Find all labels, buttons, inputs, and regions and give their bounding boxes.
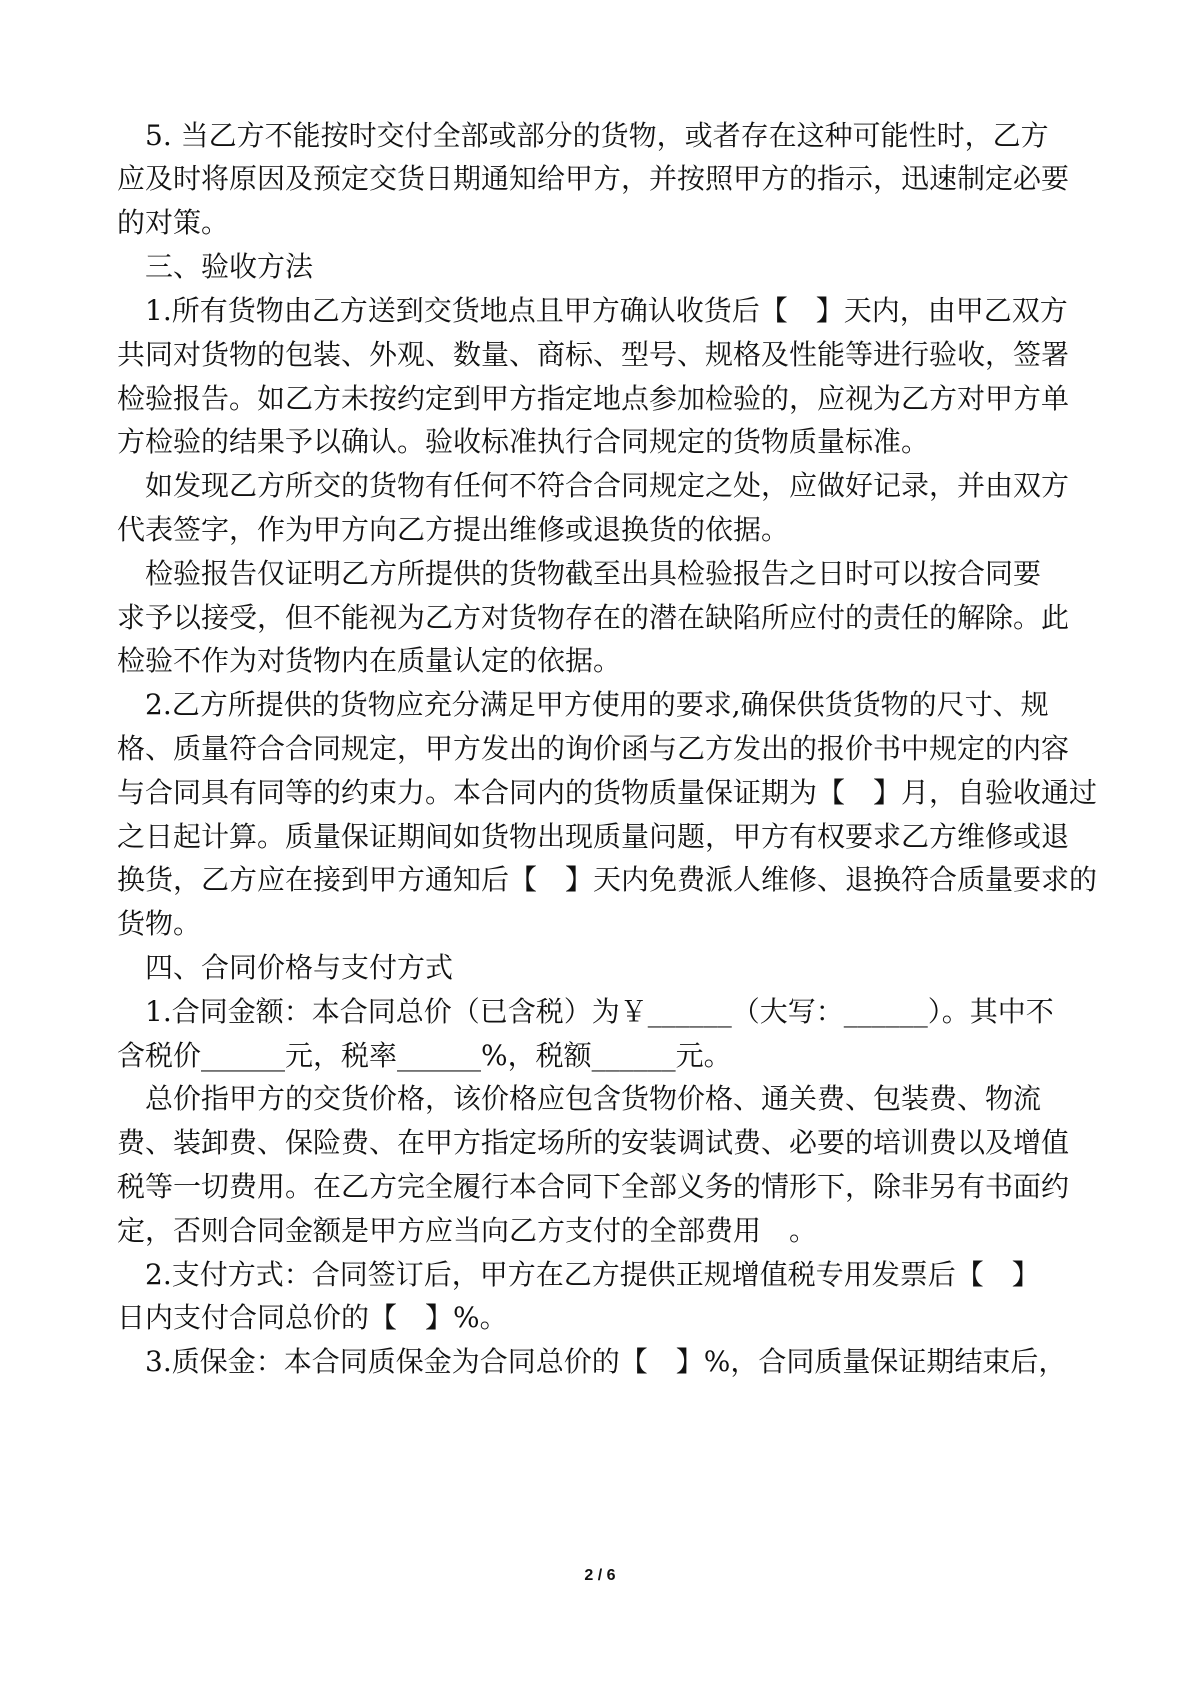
text-line: 检验不作为对货物内在质量认定的依据。 <box>117 644 622 677</box>
text-line: 检验报告。如乙方未按约定到甲方指定地点参加检验的，应视为乙方对甲方单 <box>117 382 1070 415</box>
text-line: 如发现乙方所交的货物有任何不符合合同规定之处，应做好记录，并由双方 <box>117 469 1070 502</box>
text-line: 与合同具有同等的约束力。本合同内的货物质量保证期为【 】月，自验收通过 <box>117 776 1098 809</box>
text-line: 日内支付合同总价的【 】%。 <box>117 1301 508 1334</box>
text-line: 5. 当乙方不能按时交付全部或部分的货物，或者存在这种可能性时，乙方 <box>117 119 1049 152</box>
text-line: 1.所有货物由乙方送到交货地点且甲方确认收货后【 】天内，由甲乙双方 <box>117 294 1068 327</box>
text-line: 货物。 <box>117 907 202 940</box>
text-line: 求予以接受，但不能视为乙方对货物存在的潜在缺陷所应付的责任的解除。此 <box>117 601 1070 634</box>
section-heading: 三、验收方法 <box>117 250 314 283</box>
text-line: 之日起计算。质量保证期间如货物出现质量问题，甲方有权要求乙方维修或退 <box>117 820 1070 853</box>
text-line: 检验报告仅证明乙方所提供的货物截至出具检验报告之日时可以按合同要 <box>117 557 1042 590</box>
section-heading: 四、合同价格与支付方式 <box>117 951 454 984</box>
text-line: 总价指甲方的交货价格，该价格应包含货物价格、通关费、包装费、物流 <box>117 1082 1042 1115</box>
text-line: 共同对货物的包装、外观、数量、商标、型号、规格及性能等进行验收，签署 <box>117 338 1070 371</box>
text-line: 方检验的结果予以确认。验收标准执行合同规定的货物质量标准。 <box>117 425 930 458</box>
text-line: 2.支付方式：合同签订后，甲方在乙方提供正规增值税专用发票后【 】 <box>117 1258 1040 1291</box>
text-line: 2.乙方所提供的货物应充分满足甲方使用的要求,确保供货货物的尺寸、规 <box>117 688 1049 721</box>
text-line: 的对策。 <box>117 206 230 239</box>
text-line: 含税价______元，税率______%，税额______元。 <box>117 1039 732 1072</box>
text-line: 1.合同金额：本合同总价（已含税）为￥______（大写：______）。其中不 <box>117 995 1054 1028</box>
text-line: 应及时将原因及预定交货日期通知给甲方，并按照甲方的指示，迅速制定必要 <box>117 162 1070 195</box>
text-line: 格、质量符合合同规定，甲方发出的询价函与乙方发出的报价书中规定的内容 <box>117 732 1070 765</box>
text-line: 代表签字，作为甲方向乙方提出维修或退换货的依据。 <box>117 513 790 546</box>
text-line: 税等一切费用。在乙方完全履行本合同下全部义务的情形下，除非另有书面约 <box>117 1170 1070 1203</box>
text-line: 3.质保金：本合同质保金为合同总价的【 】%，合同质量保证期结束后， <box>117 1345 1067 1378</box>
text-line: 定，否则合同金额是甲方应当向乙方支付的全部费用 。 <box>117 1214 818 1247</box>
text-line: 换货，乙方应在接到甲方通知后【 】天内免费派人维修、退换符合质量要求的 <box>117 863 1098 896</box>
text-line: 费、装卸费、保险费、在甲方指定场所的安装调试费、必要的培训费以及增值 <box>117 1126 1070 1159</box>
page-number: 2 / 6 <box>584 1567 616 1584</box>
